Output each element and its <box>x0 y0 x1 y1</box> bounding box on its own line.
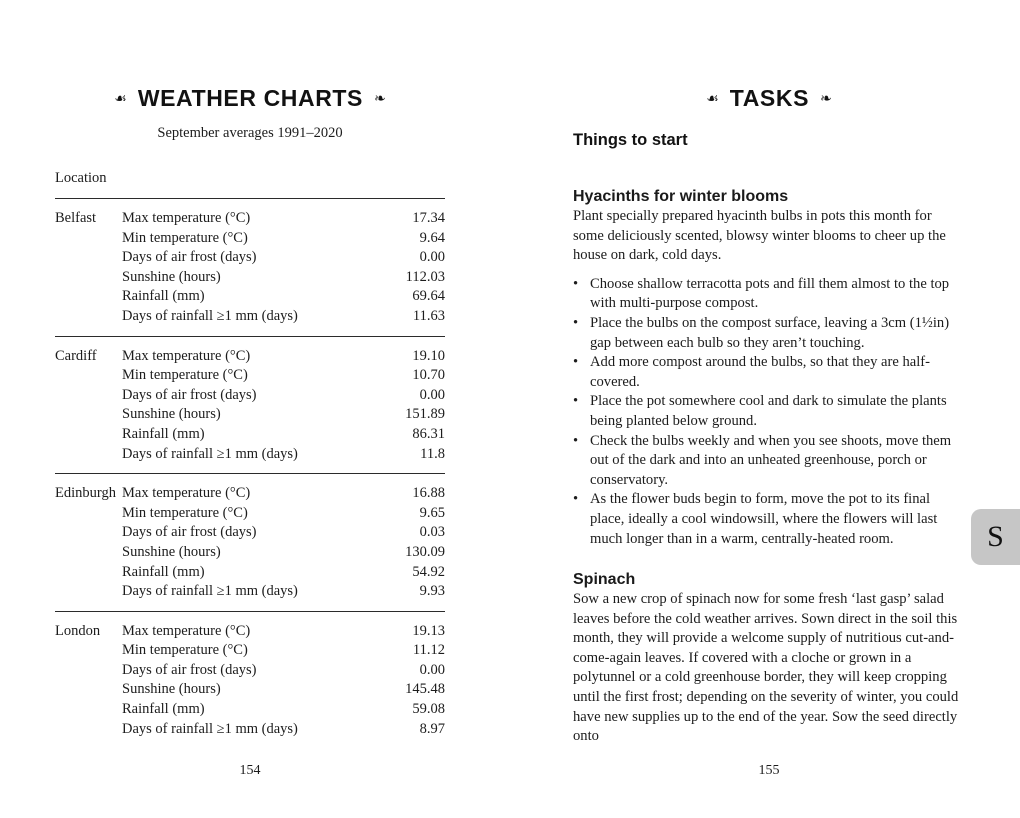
list-item <box>573 490 965 549</box>
table-row <box>55 229 445 249</box>
table-row <box>55 209 445 229</box>
table-row <box>55 386 445 406</box>
metric-label: Days of rainfall ≥1 mm (days) <box>122 720 298 737</box>
list-item-text: Check the bulbs weekly and when you see shoots, move them out of the dark and into an unheated greenhouse, porch or conservatory. <box>590 432 952 488</box>
metric-label: Sunshine (hours) <box>122 406 221 423</box>
table-row <box>55 720 445 740</box>
bullet-icon: • <box>573 393 579 410</box>
metric-label: Rainfall (mm) <box>122 701 205 718</box>
table-row <box>55 287 445 307</box>
list-item <box>573 392 965 431</box>
location-name: Belfast <box>55 210 97 226</box>
weather-section-belfast <box>55 199 445 337</box>
location-name-spacer <box>55 268 122 288</box>
location-name: Edinburgh <box>55 485 116 502</box>
metric-value: 0.00 <box>419 386 445 403</box>
metric-label: Days of rainfall ≥1 mm (days) <box>122 583 298 600</box>
weather-section-london <box>55 612 445 749</box>
metric-label: Max temperature (°C) <box>122 622 251 639</box>
article-heading-hyacinths: Hyacinths for winter blooms <box>573 188 789 205</box>
month-tab-september[interactable] <box>971 509 1020 565</box>
metric-label: Days of air frost (days) <box>122 386 257 403</box>
table-row <box>55 268 445 288</box>
metric-label: Sunshine (hours) <box>122 268 221 285</box>
list-item <box>573 314 965 353</box>
location-name-spacer <box>55 307 122 327</box>
location-name: London <box>55 622 101 639</box>
metric-value: 11.8 <box>420 445 445 462</box>
list-item <box>573 275 965 314</box>
metric-value: 145.48 <box>405 681 445 698</box>
table-header-location: Location <box>55 170 107 186</box>
metric-label: Rainfall (mm) <box>122 425 205 442</box>
table-row <box>55 680 445 700</box>
metric-value: 69.64 <box>412 288 445 305</box>
metric-value: 16.88 <box>412 485 445 502</box>
list-item-text: Add more compost around the bulbs, so that they are half-covered. <box>590 354 931 390</box>
list-item-text: As the flower buds begin to form, move the pot to its final place, ideally a cool windowsill, where the flowers will last much longer than in a warm, centrally-heated room. <box>590 491 938 547</box>
table-row <box>55 484 445 504</box>
metric-value: 59.08 <box>412 701 445 718</box>
metric-value: 0.00 <box>419 661 445 678</box>
location-name-spacer <box>55 229 122 249</box>
location-name-spacer <box>55 680 122 700</box>
section-heading-things-to-start: Things to start <box>573 131 688 149</box>
table-row <box>55 700 445 720</box>
location-name-spacer <box>55 563 122 583</box>
metric-value: 9.65 <box>419 504 445 521</box>
location-name-spacer <box>55 445 122 465</box>
fleuron-left-icon: ☙ <box>114 91 127 107</box>
list-item <box>573 353 965 392</box>
list-item <box>573 432 965 491</box>
metric-value: 8.97 <box>419 720 445 737</box>
table-row <box>55 248 445 268</box>
metric-label: Min temperature (°C) <box>122 229 248 246</box>
table-row <box>55 425 445 445</box>
metric-value: 19.13 <box>412 622 445 639</box>
location-name-spacer <box>55 425 122 445</box>
location-name-spacer <box>55 523 122 543</box>
table-row <box>55 523 445 543</box>
metric-value: 54.92 <box>412 563 445 580</box>
metric-label: Max temperature (°C) <box>122 485 251 502</box>
location-name-spacer <box>55 504 122 524</box>
table-row <box>55 661 445 681</box>
page-number-left: 154 <box>239 763 261 778</box>
fleuron-left-icon: ☙ <box>706 91 719 107</box>
page-tasks <box>573 0 965 818</box>
metric-value: 0.03 <box>419 524 445 541</box>
location-name-spacer <box>55 386 122 406</box>
table-row <box>55 347 445 367</box>
location-name: Cardiff <box>55 347 97 364</box>
metric-value: 86.31 <box>412 425 445 442</box>
hyacinths-bullet-list <box>573 275 965 549</box>
list-item-text: Choose shallow terracotta pots and fill them almost to the top with multi-purpose compost. <box>590 275 950 312</box>
metric-value: 11.63 <box>412 307 445 324</box>
metric-label: Days of air frost (days) <box>122 661 257 678</box>
metric-value: 10.70 <box>412 367 445 384</box>
metric-label: Sunshine (hours) <box>122 543 221 560</box>
month-tab-label: S <box>987 520 1004 553</box>
metric-label: Sunshine (hours) <box>122 681 221 698</box>
weather-section-cardiff <box>55 337 445 475</box>
metric-value: 112.03 <box>405 268 445 285</box>
table-row <box>55 445 445 465</box>
metric-label: Min temperature (°C) <box>122 504 248 521</box>
metric-value: 0.00 <box>419 249 445 266</box>
metric-value: 19.10 <box>412 347 445 364</box>
metric-label: Max temperature (°C) <box>122 210 251 226</box>
table-row <box>55 622 445 642</box>
location-name-spacer <box>55 720 122 740</box>
location-name-spacer <box>55 700 122 720</box>
metric-label: Min temperature (°C) <box>122 642 248 659</box>
location-name-spacer <box>55 366 122 386</box>
weather-charts-title <box>55 84 445 112</box>
metric-label: Rainfall (mm) <box>122 563 205 580</box>
metric-label: Days of rainfall ≥1 mm (days) <box>122 445 298 462</box>
list-item-text: Place the bulbs on the compost surface, leaving a 3cm (1½in) gap between each bulb so they aren’t touching. <box>590 314 950 351</box>
metric-label: Max temperature (°C) <box>122 347 251 364</box>
location-name-spacer <box>55 661 122 681</box>
table-row <box>55 366 445 386</box>
table-row <box>55 582 445 602</box>
article-heading-spinach: Spinach <box>573 571 636 589</box>
table-row <box>55 405 445 425</box>
metric-value: 9.93 <box>419 583 445 600</box>
table-row <box>55 504 445 524</box>
metric-value: 17.34 <box>412 210 445 226</box>
metric-label: Days of air frost (days) <box>122 249 257 266</box>
bullet-icon: • <box>573 432 579 449</box>
location-name-spacer <box>55 641 122 661</box>
location-name-spacer <box>55 543 122 563</box>
table-row <box>55 543 445 563</box>
metric-value: 151.89 <box>405 406 445 423</box>
weather-charts-title-text: WEATHER CHARTS <box>137 85 363 111</box>
bullet-icon: • <box>573 354 579 371</box>
tasks-title <box>573 84 965 112</box>
fleuron-right-icon: ❧ <box>820 91 832 107</box>
metric-label: Days of rainfall ≥1 mm (days) <box>122 307 298 324</box>
page-weather-charts <box>55 0 445 818</box>
metric-label: Days of air frost (days) <box>122 524 257 541</box>
list-item-text: Place the pot somewhere cool and dark to simulate the plants being planted below ground. <box>590 393 947 429</box>
table-row <box>55 641 445 661</box>
location-name-spacer <box>55 405 122 425</box>
bullet-icon: • <box>573 275 579 292</box>
location-name-spacer <box>55 582 122 602</box>
metric-label: Min temperature (°C) <box>122 367 248 384</box>
tasks-title-text: TASKS <box>729 85 810 111</box>
table-row <box>55 563 445 583</box>
location-name-spacer <box>55 287 122 307</box>
table-row <box>55 307 445 327</box>
metric-label: Rainfall (mm) <box>122 288 205 305</box>
location-name-spacer <box>55 248 122 268</box>
weather-charts-subtitle: September averages 1991–2020 <box>157 125 343 141</box>
article-intro-spinach: Sow a new crop of spinach now for some fresh ‘last gasp’ salad leaves before the cold weather arrives. Sown direct in the soil this month, they will provide a welcome supply of nutritious cut-and-come-again leaves. If covered with a cloche or grown in a polytunnel or a cold greenhouse border, they will keep cropping until the first frost; depending on the severity of winter, you could have new supplies up to the end of the year. Sow the seed directly onto <box>573 591 959 745</box>
metric-value: 11.12 <box>412 642 445 659</box>
page-number-right: 155 <box>758 763 780 778</box>
article-intro-hyacinths: Plant specially prepared hyacinth bulbs in pots this month for some deliciously scented, blowsy winter blooms to cheer up the house on dark, cold days. <box>573 208 946 264</box>
bullet-icon: • <box>573 314 579 331</box>
metric-value: 9.64 <box>419 229 445 246</box>
fleuron-right-icon: ❧ <box>374 91 386 107</box>
weather-section-edinburgh <box>55 474 445 612</box>
bullet-icon: • <box>573 491 579 508</box>
metric-value: 130.09 <box>405 543 445 560</box>
